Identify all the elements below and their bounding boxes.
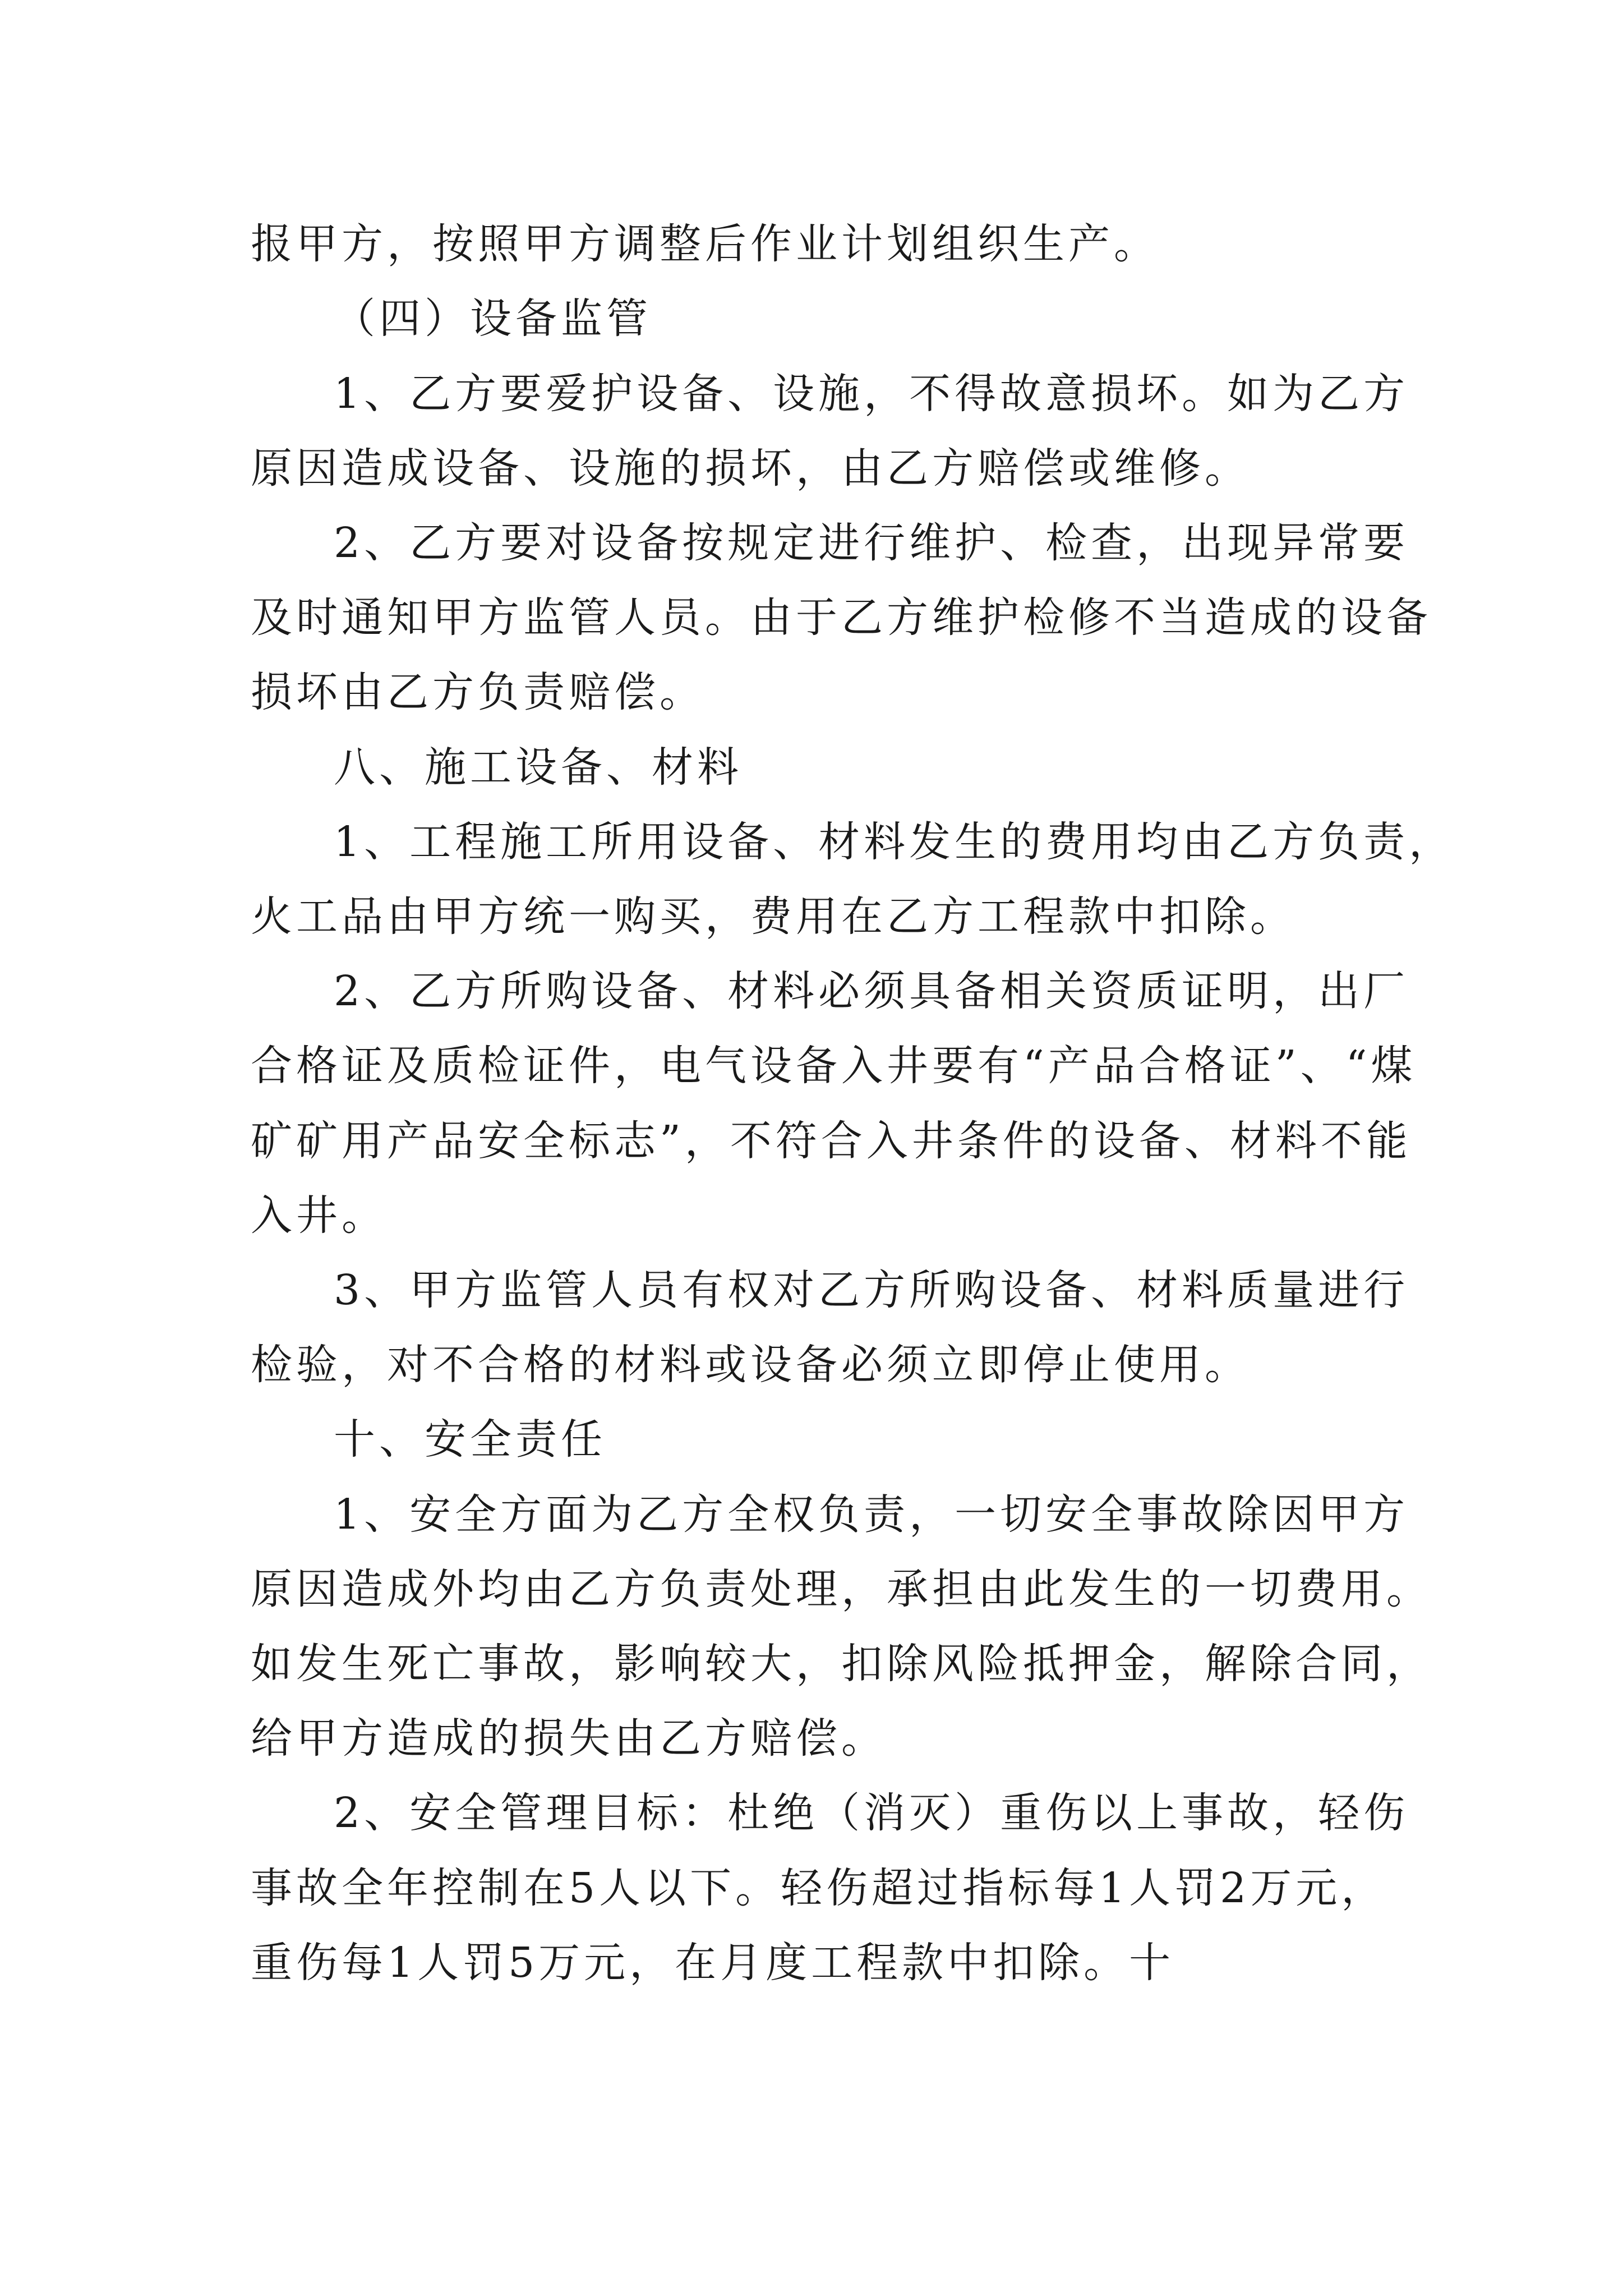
text-line: 1、工程施工所用设备、材料发生的费用均由乙方负责，: [334, 818, 1455, 866]
text-line: 1、安全方面为乙方全权负责，一切安全事故除因甲方: [334, 1490, 1409, 1539]
text-line: 事故全年控制在5人以下。轻伤超过指标每1人罚2万元，: [251, 1864, 1387, 1912]
text-line: 重伤每1人罚5万元，在月度工程款中扣除。十: [251, 1939, 1175, 1987]
text-line: 合格证及质检证件，电气设备入井要有“产品合格证”、“煤: [251, 1042, 1417, 1090]
text-line: 损坏由乙方负责赔偿。: [251, 668, 705, 716]
text-line: 3、甲方监管人员有权对乙方所购设备、材料质量进行: [334, 1266, 1409, 1314]
text-line: 入井。: [251, 1191, 387, 1240]
section-heading: 十、安全责任: [334, 1415, 606, 1464]
text-line: 报甲方，按照甲方调整后作业计划组织生产。: [251, 220, 1159, 268]
text-line: 火工品由甲方统一购买，费用在乙方工程款中扣除。: [251, 892, 1295, 941]
text-line: 2、乙方所购设备、材料必须具备相关资质证明，出厂: [334, 967, 1409, 1015]
text-line: 1、乙方要爱护设备、设施，不得故意损坏。如为乙方: [334, 370, 1409, 418]
text-line: 检验，对不合格的材料或设备必须立即停止使用。: [251, 1341, 1250, 1389]
text-line: 原因造成外均由乙方负责处理，承担由此发生的一切费用。: [251, 1565, 1432, 1613]
text-line: 原因造成设备、设施的损坏，由乙方赔偿或维修。: [251, 444, 1250, 493]
text-line: 及时通知甲方监管人员。由于乙方维护检修不当造成的设备: [251, 593, 1432, 642]
text-line: 2、安全管理目标：杜绝（消灭）重伤以上事故，轻伤: [334, 1789, 1409, 1837]
text-line: 如发生死亡事故，影响较大，扣除风险抵押金，解除合同，: [251, 1640, 1432, 1688]
text-line: 给甲方造成的损失由乙方赔偿。: [251, 1714, 887, 1763]
section-heading: 八、施工设备、材料: [334, 743, 743, 792]
text-line: 矿矿用产品安全标志”，不符合入井条件的设备、材料不能: [251, 1117, 1412, 1165]
text-line: 2、乙方要对设备按规定进行维护、检查，出现异常要: [334, 519, 1409, 567]
section-heading: （四）设备监管: [334, 295, 652, 343]
